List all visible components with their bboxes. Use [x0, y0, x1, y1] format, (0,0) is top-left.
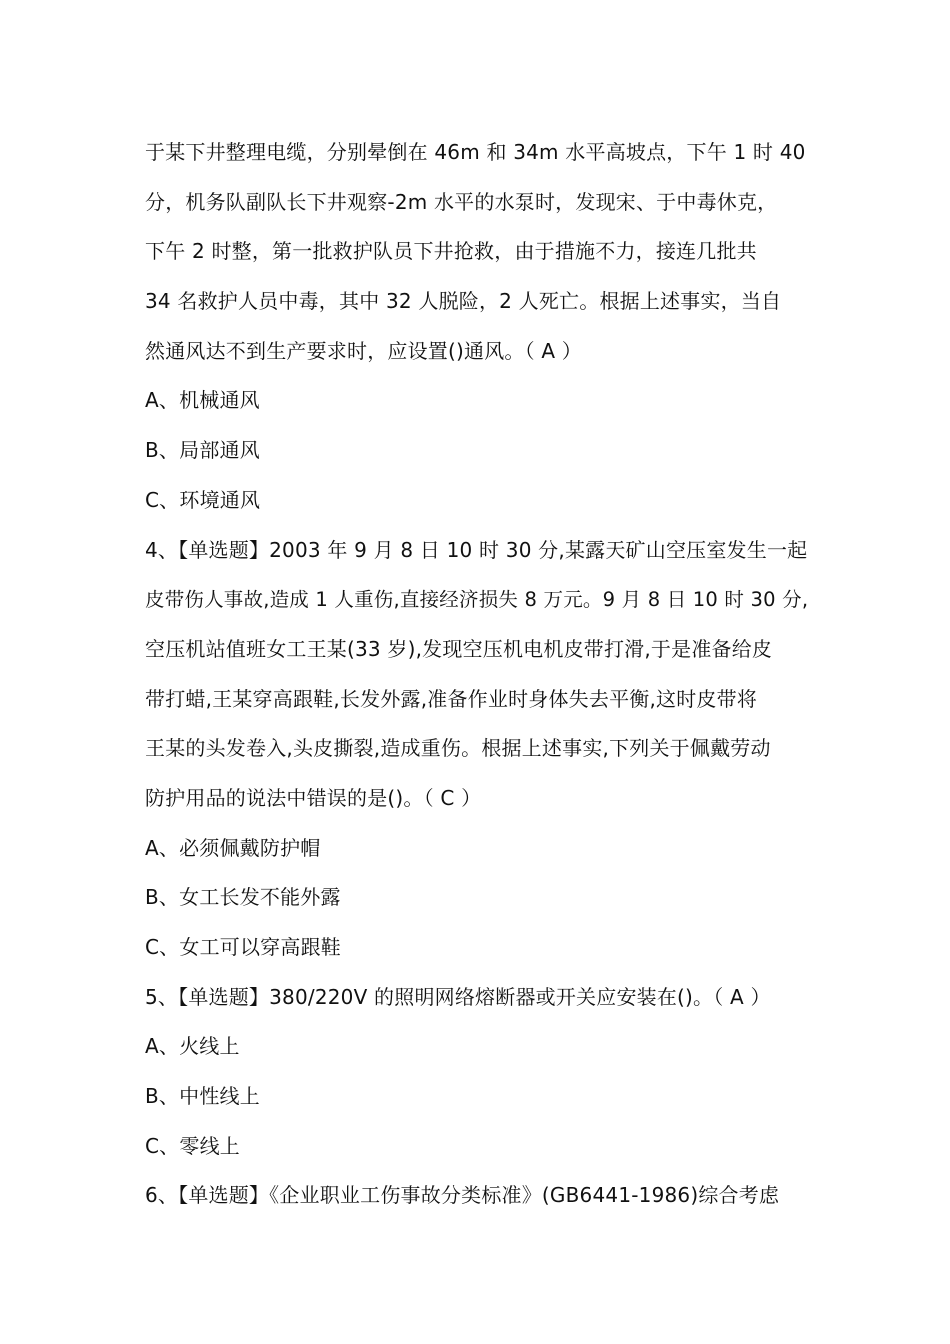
question-6-stem: 6、【单选题】《企业职业工伤事故分类标准》(GB6441-1986)综合考虑 [145, 1183, 780, 1208]
option-c: C、环境通风 [145, 487, 261, 512]
option-b: B、中性线上 [145, 1084, 260, 1109]
text-line: 带打蜡,王某穿高跟鞋,长发外露,准备作业时身体失去平衡,这时皮带将 [145, 686, 758, 711]
option-c: C、零线上 [145, 1133, 240, 1158]
option-b: B、局部通风 [145, 438, 260, 463]
question-4-stem-end: 防护用品的说法中错误的是()。（ C ） [145, 785, 482, 810]
question-5-stem: 5、【单选题】380/220V 的照明网络熔断器或开关应安装在()。（ A ） [145, 984, 771, 1009]
option-a: A、机械通风 [145, 388, 260, 413]
text-line: 于某下井整理电缆，分别晕倒在 46m 和 34m 水平高坡点，下午 1 时 40 [145, 140, 806, 164]
text-line: 空压机站值班女工王某(33 岁),发现空压机电机皮带打滑,于是准备给皮 [145, 636, 773, 661]
document-body [145, 128, 815, 1221]
text-line: 分，机务队副队长下井观察-2m 水平的水泵时，发现宋、于中毒休克， [145, 189, 778, 214]
option-c: C、女工可以穿高跟鞋 [145, 935, 341, 959]
text-line: 34 名救护人员中毒，其中 32 人脱险，2 人死亡。根据上述事实，当自 [145, 289, 782, 314]
option-b: B、女工长发不能外露 [145, 885, 341, 910]
text-line: 下午 2 时整，第一批救护队员下井抢救，由于措施不力，接连几批共 [145, 239, 757, 264]
question-4-stem: 4、【单选题】2003 年 9 月 8 日 10 时 30 分,某露天矿山空压室发生一起 [145, 537, 808, 562]
option-a: A、必须佩戴防护帽 [145, 835, 321, 860]
text-line: 皮带伤人事故,造成 1 人重伤,直接经济损失 8 万元。9 月 8 日 10 时 30 分, [145, 588, 809, 612]
option-a: A、火线上 [145, 1034, 240, 1059]
question-3-stem-end: 然通风达不到生产要求时，应设置()通风。（ A ） [145, 338, 583, 363]
text-line: 王某的头发卷入,头皮撕裂,造成重伤。根据上述事实,下列关于佩戴劳动 [145, 736, 771, 761]
